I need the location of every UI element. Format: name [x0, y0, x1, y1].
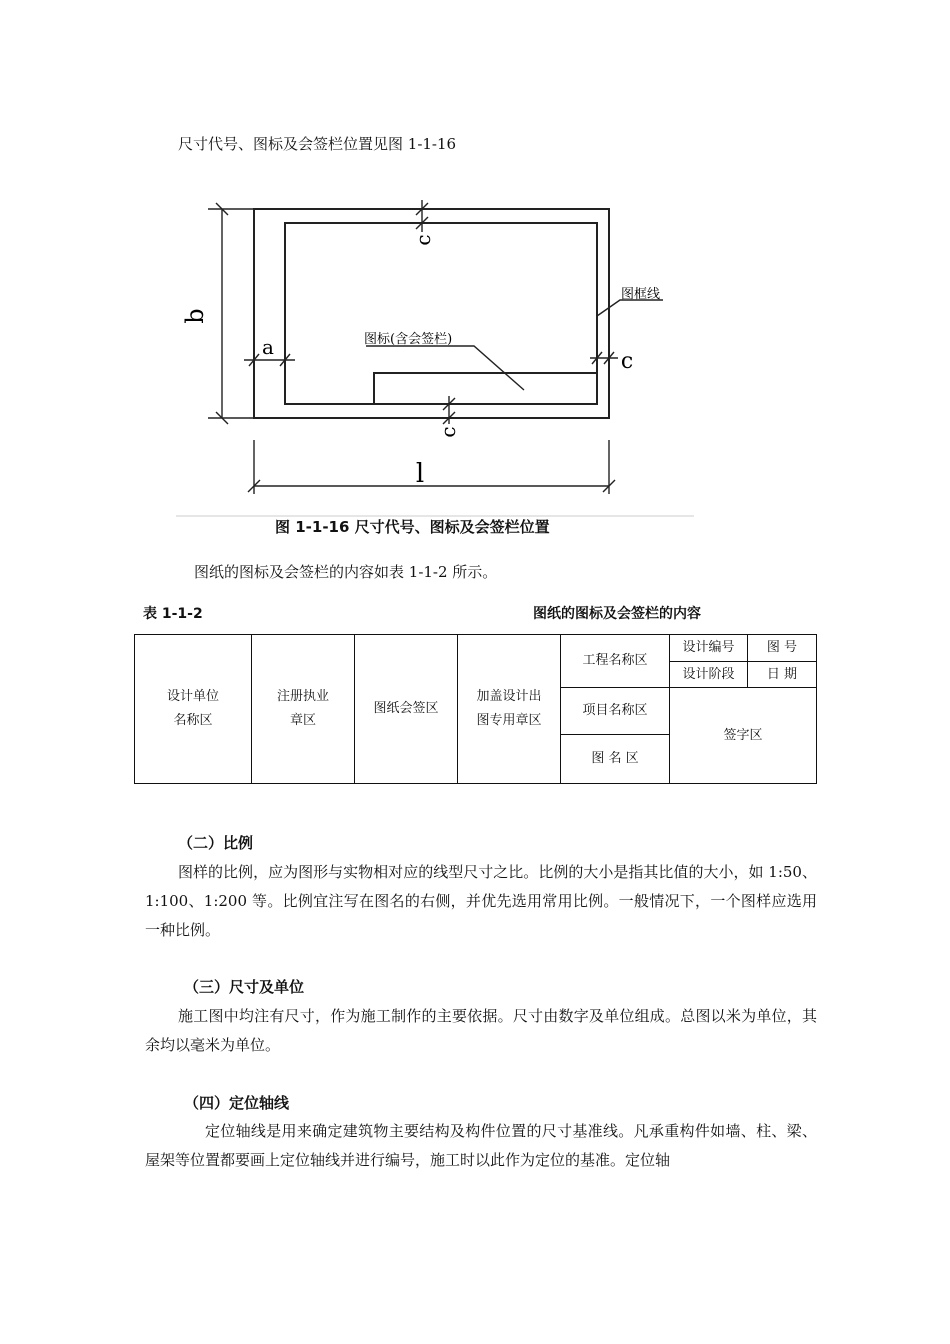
section-para-units: 施工图中均注有尺寸，作为施工制作的主要依据。尺寸由数字及单位组成。总图以米为单位，其余均以毫米为单位。: [145, 1007, 817, 1054]
dim-label-l: l: [415, 459, 425, 489]
design-no-cell: 设计编号: [670, 635, 748, 662]
table-number: 表 1-1-2: [143, 606, 203, 622]
frame-line-leader: [597, 300, 663, 316]
intro-line: 尺寸代号、图标及会签栏位置见图 1-1-16: [178, 135, 457, 153]
title-block: [374, 373, 597, 404]
date-cell: 日 期: [748, 662, 817, 688]
section-heading-scale: （二）比例: [178, 834, 254, 852]
title-block-label: 图标(含会签栏): [364, 332, 453, 347]
frame-line: [285, 223, 597, 404]
dim-label-c-bottom: c: [436, 426, 460, 438]
table-title: 图纸的图标及会签栏的内容: [533, 606, 701, 622]
title-block-table: [134, 634, 817, 784]
dimension-figure: [0, 190, 950, 540]
item-name-cell: 项目名称区: [561, 688, 670, 735]
frame-line-label: 图框线: [621, 287, 661, 302]
dim-label-c-right: c: [620, 349, 634, 374]
registered-seal-cell: 注册执业 章区: [252, 635, 355, 784]
project-name-cell: 工程名称区: [561, 635, 670, 688]
signature-cell: 签字区: [670, 688, 817, 784]
design-stage-cell: 设计阶段: [670, 662, 748, 688]
section-heading-units: （三）尺寸及单位: [184, 978, 305, 996]
drawing-name-cell: 图 名 区: [561, 735, 670, 784]
design-unit-cell: 设计单位 名称区: [135, 635, 252, 784]
dim-label-b: b: [181, 308, 209, 324]
dim-label-a: a: [262, 335, 274, 359]
figure-caption: 图 1-1-16 尺寸代号、图标及会签栏位置: [275, 518, 550, 536]
countersign-cell: 图纸会签区: [355, 635, 458, 784]
dim-label-c-top: c: [411, 234, 435, 246]
section-para-axis: 定位轴线是用来确定建筑物主要结构及构件位置的尺寸基准线。凡承重构件如墙、柱、梁、屋架等位置都要画上定位轴线并进行编号，施工时以此作为定位的基准。定位轴: [145, 1122, 817, 1169]
drawing-no-cell: 图 号: [748, 635, 817, 662]
title-block-leader: [366, 346, 524, 390]
table-intro: 图纸的图标及会签栏的内容如表 1-1-2 所示。: [194, 563, 498, 581]
section-para-scale: 图样的比例，应为图形与实物相对应的线型尺寸之比。比例的大小是指其比值的大小，如 1:50、1:100、1:200 等。比例宜注写在图名的右侧，并优先选用常用比例。一般情况下，一个图样应选用一种比例。: [145, 863, 817, 939]
section-heading-axis: （四）定位轴线: [184, 1094, 290, 1112]
design-seal-cell: 加盖设计出 图专用章区: [458, 635, 561, 784]
